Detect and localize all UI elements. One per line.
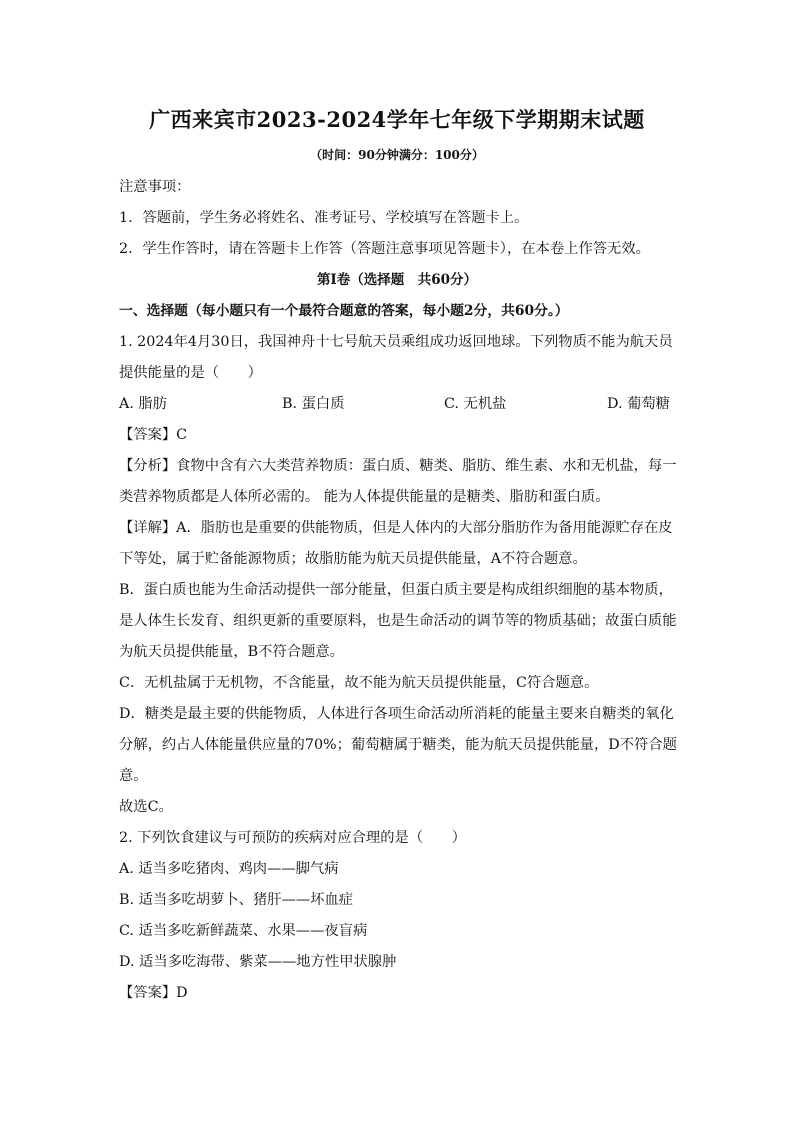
option-c: C. 无机盐: [444, 396, 507, 412]
section-title: 第Ⅰ卷（选择题 共60分）: [316, 272, 478, 288]
option-d: D. 葡萄糖: [607, 396, 670, 412]
exam-time-info: （时间：90分钟满分：100分）: [310, 148, 484, 162]
notice-item: 1．答题前，学生务必将姓名、准考证号、学校填写在答题卡上。: [119, 210, 529, 226]
detail-text: 为航天员提供能量，B不符合题意。: [119, 644, 344, 660]
option-c: C. 适当多吃新鲜蔬菜、水果——夜盲病: [119, 923, 368, 939]
detail-text: 故选C。: [119, 799, 173, 815]
detail-text: 下等处，属于贮备能源物质；故脂肪能为航天员提供能量，A不符合题意。: [119, 551, 587, 567]
notice-heading: 注意事项：: [119, 179, 191, 195]
option-a: A. 适当多吃猪肉、鸡肉——脚气病: [119, 861, 339, 877]
option-b: B. 适当多吃胡萝卜、猪肝——坏血症: [119, 892, 354, 908]
part-title: 一、选择题（每小题只有一个最符合题意的答案，每小题2分，共60分。）: [119, 303, 569, 319]
option-d: D. 适当多吃海带、紫菜——地方性甲状腺肿: [119, 954, 397, 970]
detail-text: D．糖类是最主要的供能物质，人体进行各项生命活动所消耗的能量主要来自糖类的氧化: [119, 706, 674, 722]
analysis-text: 类营养物质都是人体所必需的。 能为人体提供能量的是糖类、脂肪和蛋白质。: [119, 489, 610, 505]
option-b: B. 蛋白质: [282, 396, 345, 412]
answer: 【答案】C: [119, 427, 188, 443]
detail-text: 分解，约占人体能量供应量的70%；葡萄糖属于糖类，能为航天员提供能量，D不符合题: [119, 737, 677, 753]
question-stem: 提供能量的是（ ）: [119, 365, 262, 381]
detail-text: B．蛋白质也能为生命活动提供一部分能量，但蛋白质主要是构成组织细胞的基本物质，: [119, 582, 673, 598]
detail-text: 【详解】A．脂肪也是重要的供能物质，但是人体内的大部分脂肪作为备用能源贮存在皮: [119, 520, 673, 536]
question-stem: 2. 下列饮食建议与可预防的疾病对应合理的是（ ）: [119, 830, 467, 846]
question-stem: 1. 2024年4月30日，我国神舟十七号航天员乘组成功返回地球。下列物质不能为航天员: [119, 334, 673, 350]
detail-text: 意。: [119, 768, 148, 784]
detail-text: 是人体生长发育、组织更新的重要原料，也是生命活动的调节等的物质基础；故蛋白质能: [119, 613, 677, 629]
option-a: A. 脂肪: [119, 396, 168, 412]
analysis-text: 【分析】食物中含有六大类营养物质：蛋白质、糖类、脂肪、维生素、水和无机盐，每一: [119, 458, 677, 474]
notice-item: 2．学生作答时，请在答题卡上作答（答题注意事项见答题卡），在本卷上作答无效。: [119, 241, 650, 257]
detail-text: C．无机盐属于无机物，不含能量，故不能为航天员提供能量，C符合题意。: [119, 675, 599, 691]
answer: 【答案】D: [119, 985, 188, 1001]
page-title: 广西来宾市2023-2024学年七年级下学期期末试题: [149, 107, 645, 132]
